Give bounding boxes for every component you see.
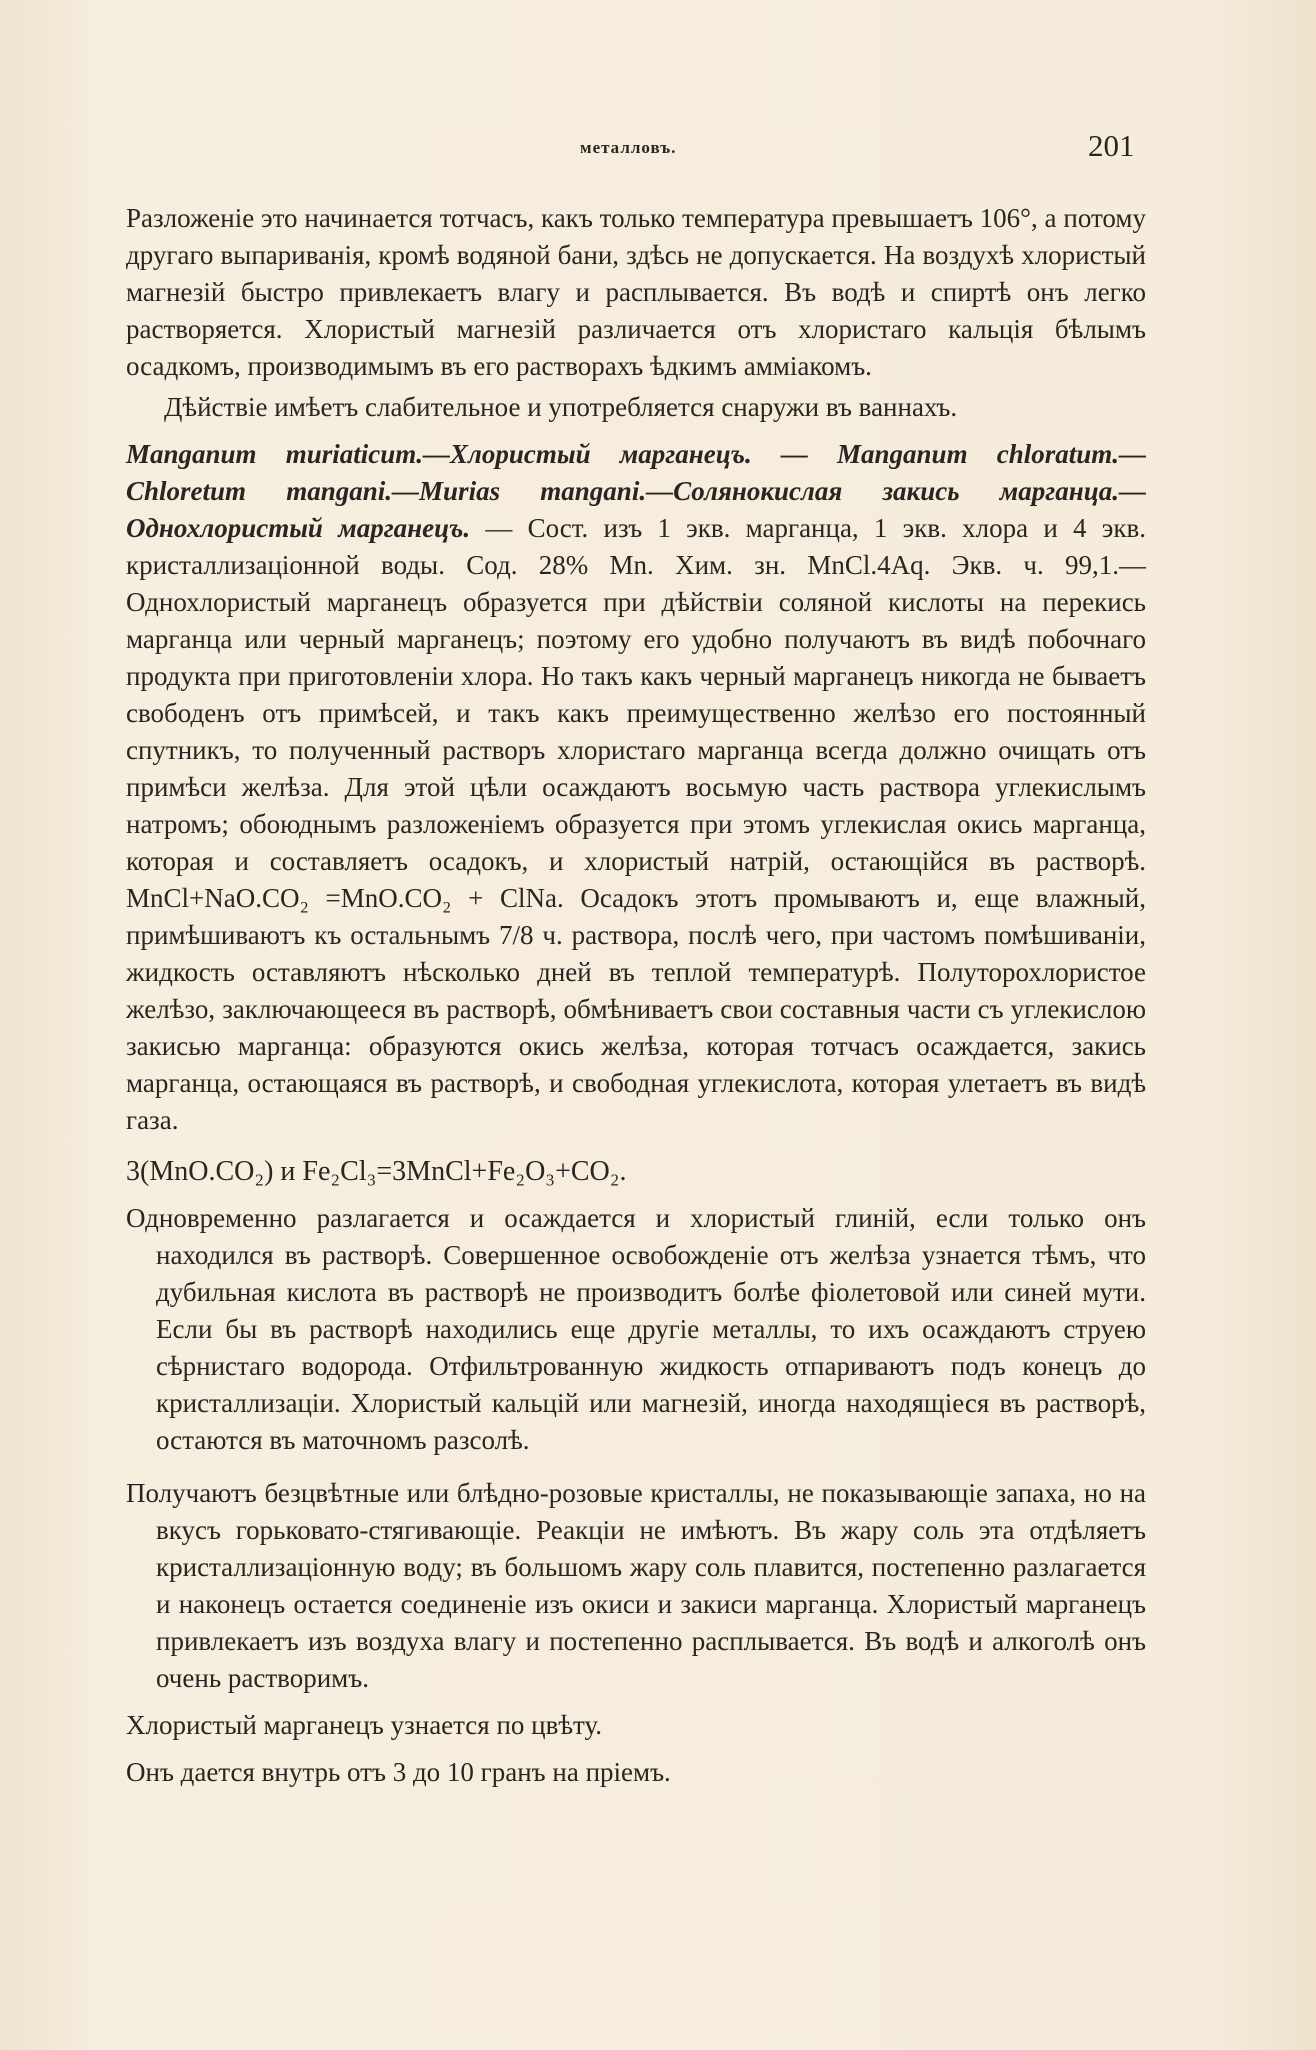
- paragraph-identification: Хлористый марганецъ узнается по цвѣту.: [126, 1710, 602, 1740]
- composition-text: — Сост. изъ 1 экв. марганца, 1 экв. хлора и 4 экв. кристаллизаціонной воды. Сод. 28% Mn. Хим. зн. MnCl.4Aq. Экв. ч. 99,1.—Однохлористый марганецъ образуется при дѣйствіи соляной кислоты на перекись марганца или черный марганецъ; поэтому его удобно получаютъ въ видѣ побочнаго продукта при приготовленіи хлора. Но такъ какъ черный марганецъ никогда не бываетъ свободенъ отъ примѣсей, и такъ какъ преимущественно желѣзо его постоянный спутникъ, то полученный растворъ хлористаго марганца всегда должно очищать отъ примѣси желѣза. Для этой цѣли осаждаютъ восьмую часть раствора углекислымъ натромъ; обоюднымъ разложеніемъ образуется при этомъ углекислая окись марганца, которая и составляетъ осадокъ, и хлористый натрій, остающійся въ растворѣ. MnCl+NaO.CO₂ =MnO.CO₂ + ClNa. Осадокъ этотъ промываютъ и, еще влажный, примѣшиваютъ къ остальнымъ 7/8 ч. раствора, послѣ чего, при частомъ помѣшиваніи, жидкость оставляютъ нѣсколько дней въ теплой температурѣ. Полуторохлористое желѣзо, заключающееся въ растворѣ, обмѣниваетъ свои составныя части съ углекислою закисью марганца: образуются окись желѣза, которая тотчасъ осаждается, закись марганца, остающаяся въ растворѣ, и свободная углекислота, которая улетаетъ въ видѣ газа.: [126, 513, 1146, 1135]
- paragraph-dosage: Онъ дается внутрь отъ 3 до 10 гранъ на пріемъ.: [126, 1757, 671, 1787]
- paragraph-purification: Одновременно разлагается и осаждается и хлористый глиній, если только онъ находился въ растворѣ. Совершенное освобожденіе отъ желѣза узнается тѣмъ, что дубильная кислота въ растворѣ не производитъ болѣе фіолетовой или синей мути. Если бы въ растворѣ находились еще другіе металлы, то ихъ осаждаютъ струею сѣрнистаго водорода. Отфильтрованную жидкость отпариваютъ подъ конецъ до кристаллизаціи. Хлористый кальцій или магнезій, иногда находящіеся въ растворѣ, остаются въ маточномъ разсолѣ.: [126, 1203, 1146, 1455]
- chemical-formula: 3(MnO.CO₂) и Fe₂Cl₃=3MnCl+Fe₂O₃+CO₂.: [126, 1156, 627, 1187]
- paragraph-properties: Получаютъ безцвѣтные или блѣдно-розовые кристаллы, не показывающіе запаха, но на вкусъ горьковато-стягивающіе. Реакціи не имѣютъ. Въ жару соль эта отдѣляетъ кристаллизаціонную воду; въ большомъ жару соль плавится, постепенно разлагается и наконецъ остается соединеніе изъ окиси и закиси марганца. Хлористый марганецъ привлекаетъ изъ воздуха влагу и постепенно расплывается. Въ водѣ и алкоголѣ онъ очень растворимъ.: [126, 1478, 1146, 1693]
- page-header: [0, 128, 1316, 168]
- running-head: металловъ.: [580, 138, 677, 157]
- drug-names: Manganum muriaticum.—Хлористый марганецъ. — Manganum chloratum.—Chloretum mangani.—Murias mangani.—Солянокислая закись марганца.—Однохлористый марганецъ.: [126, 439, 1146, 543]
- page-number: 201: [1088, 128, 1135, 163]
- paragraph-decomposition: Разложеніе это начинается тотчасъ, какъ только температура превышаетъ 106°, а потому другаго выпариванія, кромѣ водяной бани, здѣсь не допускается. На воздухѣ хлористый магнезій быстро привлекаетъ влагу и расплывается. Въ водѣ и спиртѣ онъ легко растворяется. Хлористый магнезій различается отъ хлористаго кальція бѣлымъ осадкомъ, производимымъ въ его растворахъ ѣдкимъ амміакомъ.: [126, 203, 1146, 381]
- page-body: [126, 200, 1146, 1791]
- paragraph-manganese-chloride: [126, 436, 1146, 1139]
- paragraph-action: Дѣйствіе имѣетъ слабительное и употребляется снаружи въ ваннахъ.: [164, 392, 958, 422]
